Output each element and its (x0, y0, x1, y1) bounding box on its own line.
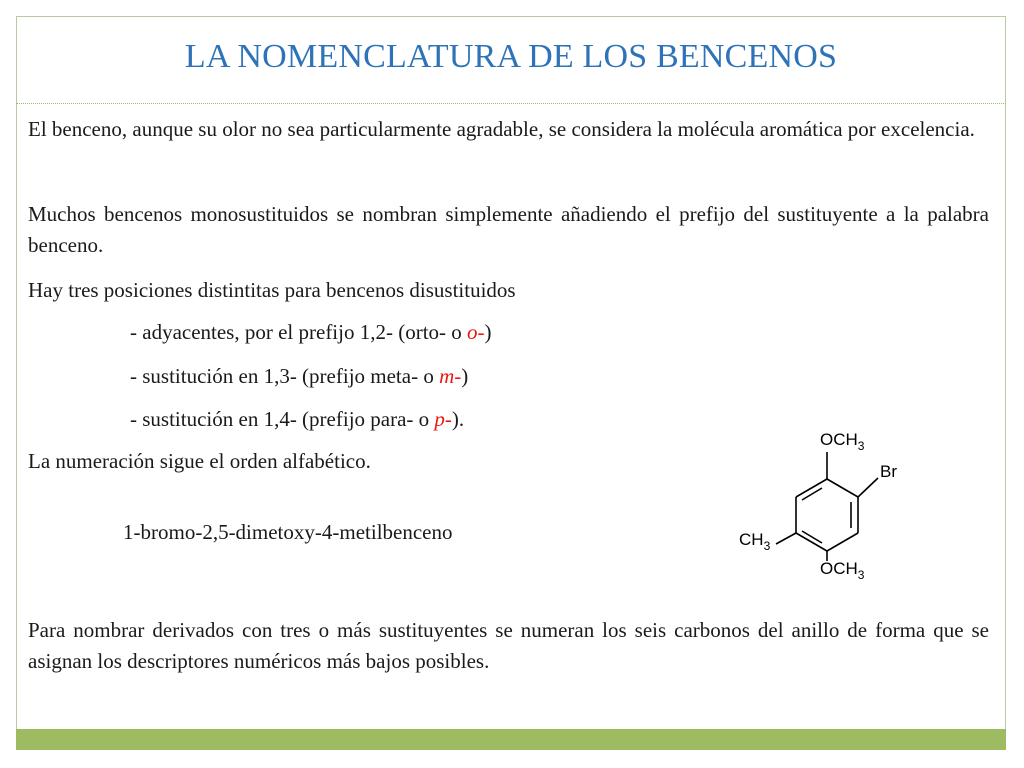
benzene-ring (776, 452, 878, 561)
position-ortho-suffix: ) (484, 320, 492, 344)
paragraph-benzene-intro: El benceno, aunque su olor no sea particularmente agradable, se considera la molécula aromática por excelencia. (28, 117, 975, 141)
position-para-suffix: ). (451, 407, 465, 431)
position-para-abbr: p- (434, 407, 452, 431)
bottom-accent-bar (16, 729, 1006, 750)
title-divider (16, 103, 1006, 104)
label-och3-top: $OCH_3$ (820, 430, 865, 453)
position-ortho (130, 317, 492, 348)
paragraph-numbering-order: La numeración sigue el orden alfabético. (28, 449, 371, 473)
position-meta-suffix: ) (461, 364, 469, 388)
label-ch3: $CH_3$ (739, 530, 771, 553)
position-para (130, 404, 464, 435)
position-ortho-text: - adyacentes, por el prefijo 1,2- (orto- o (130, 320, 468, 344)
slide-title: LA NOMENCLATURA DE LOS BENCENOS (184, 38, 838, 75)
position-meta-abbr: m- (439, 364, 462, 388)
position-meta-text: - sustitución en 1,3- (prefijo meta- o (130, 364, 440, 388)
position-meta (130, 361, 468, 392)
label-br: Br (880, 462, 897, 481)
position-para-text: - sustitución en 1,4- (prefijo para- o (130, 407, 435, 431)
paragraph-monosubstituted: Muchos bencenos monosustituidos se nombran simplemente añadiendo el prefijo del sustituyente a la palabra benceno. (28, 202, 989, 257)
benzene-structure-diagram (730, 420, 910, 585)
paragraph-three-substituents: Para nombrar derivados con tres o más sustituyentes se numeran los seis carbonos del anillo de forma que se asignan los descriptores numéricos más bajos posibles. (28, 618, 989, 673)
label-och3-bottom: $OCH_3$ (820, 559, 865, 582)
paragraph-disubstituted: Hay tres posiciones distintitas para bencenos disustituidos (28, 278, 516, 302)
position-ortho-abbr: o- (467, 320, 485, 344)
example-compound-name: 1-bromo-2,5-dimetoxy-4-metilbenceno (123, 520, 453, 544)
